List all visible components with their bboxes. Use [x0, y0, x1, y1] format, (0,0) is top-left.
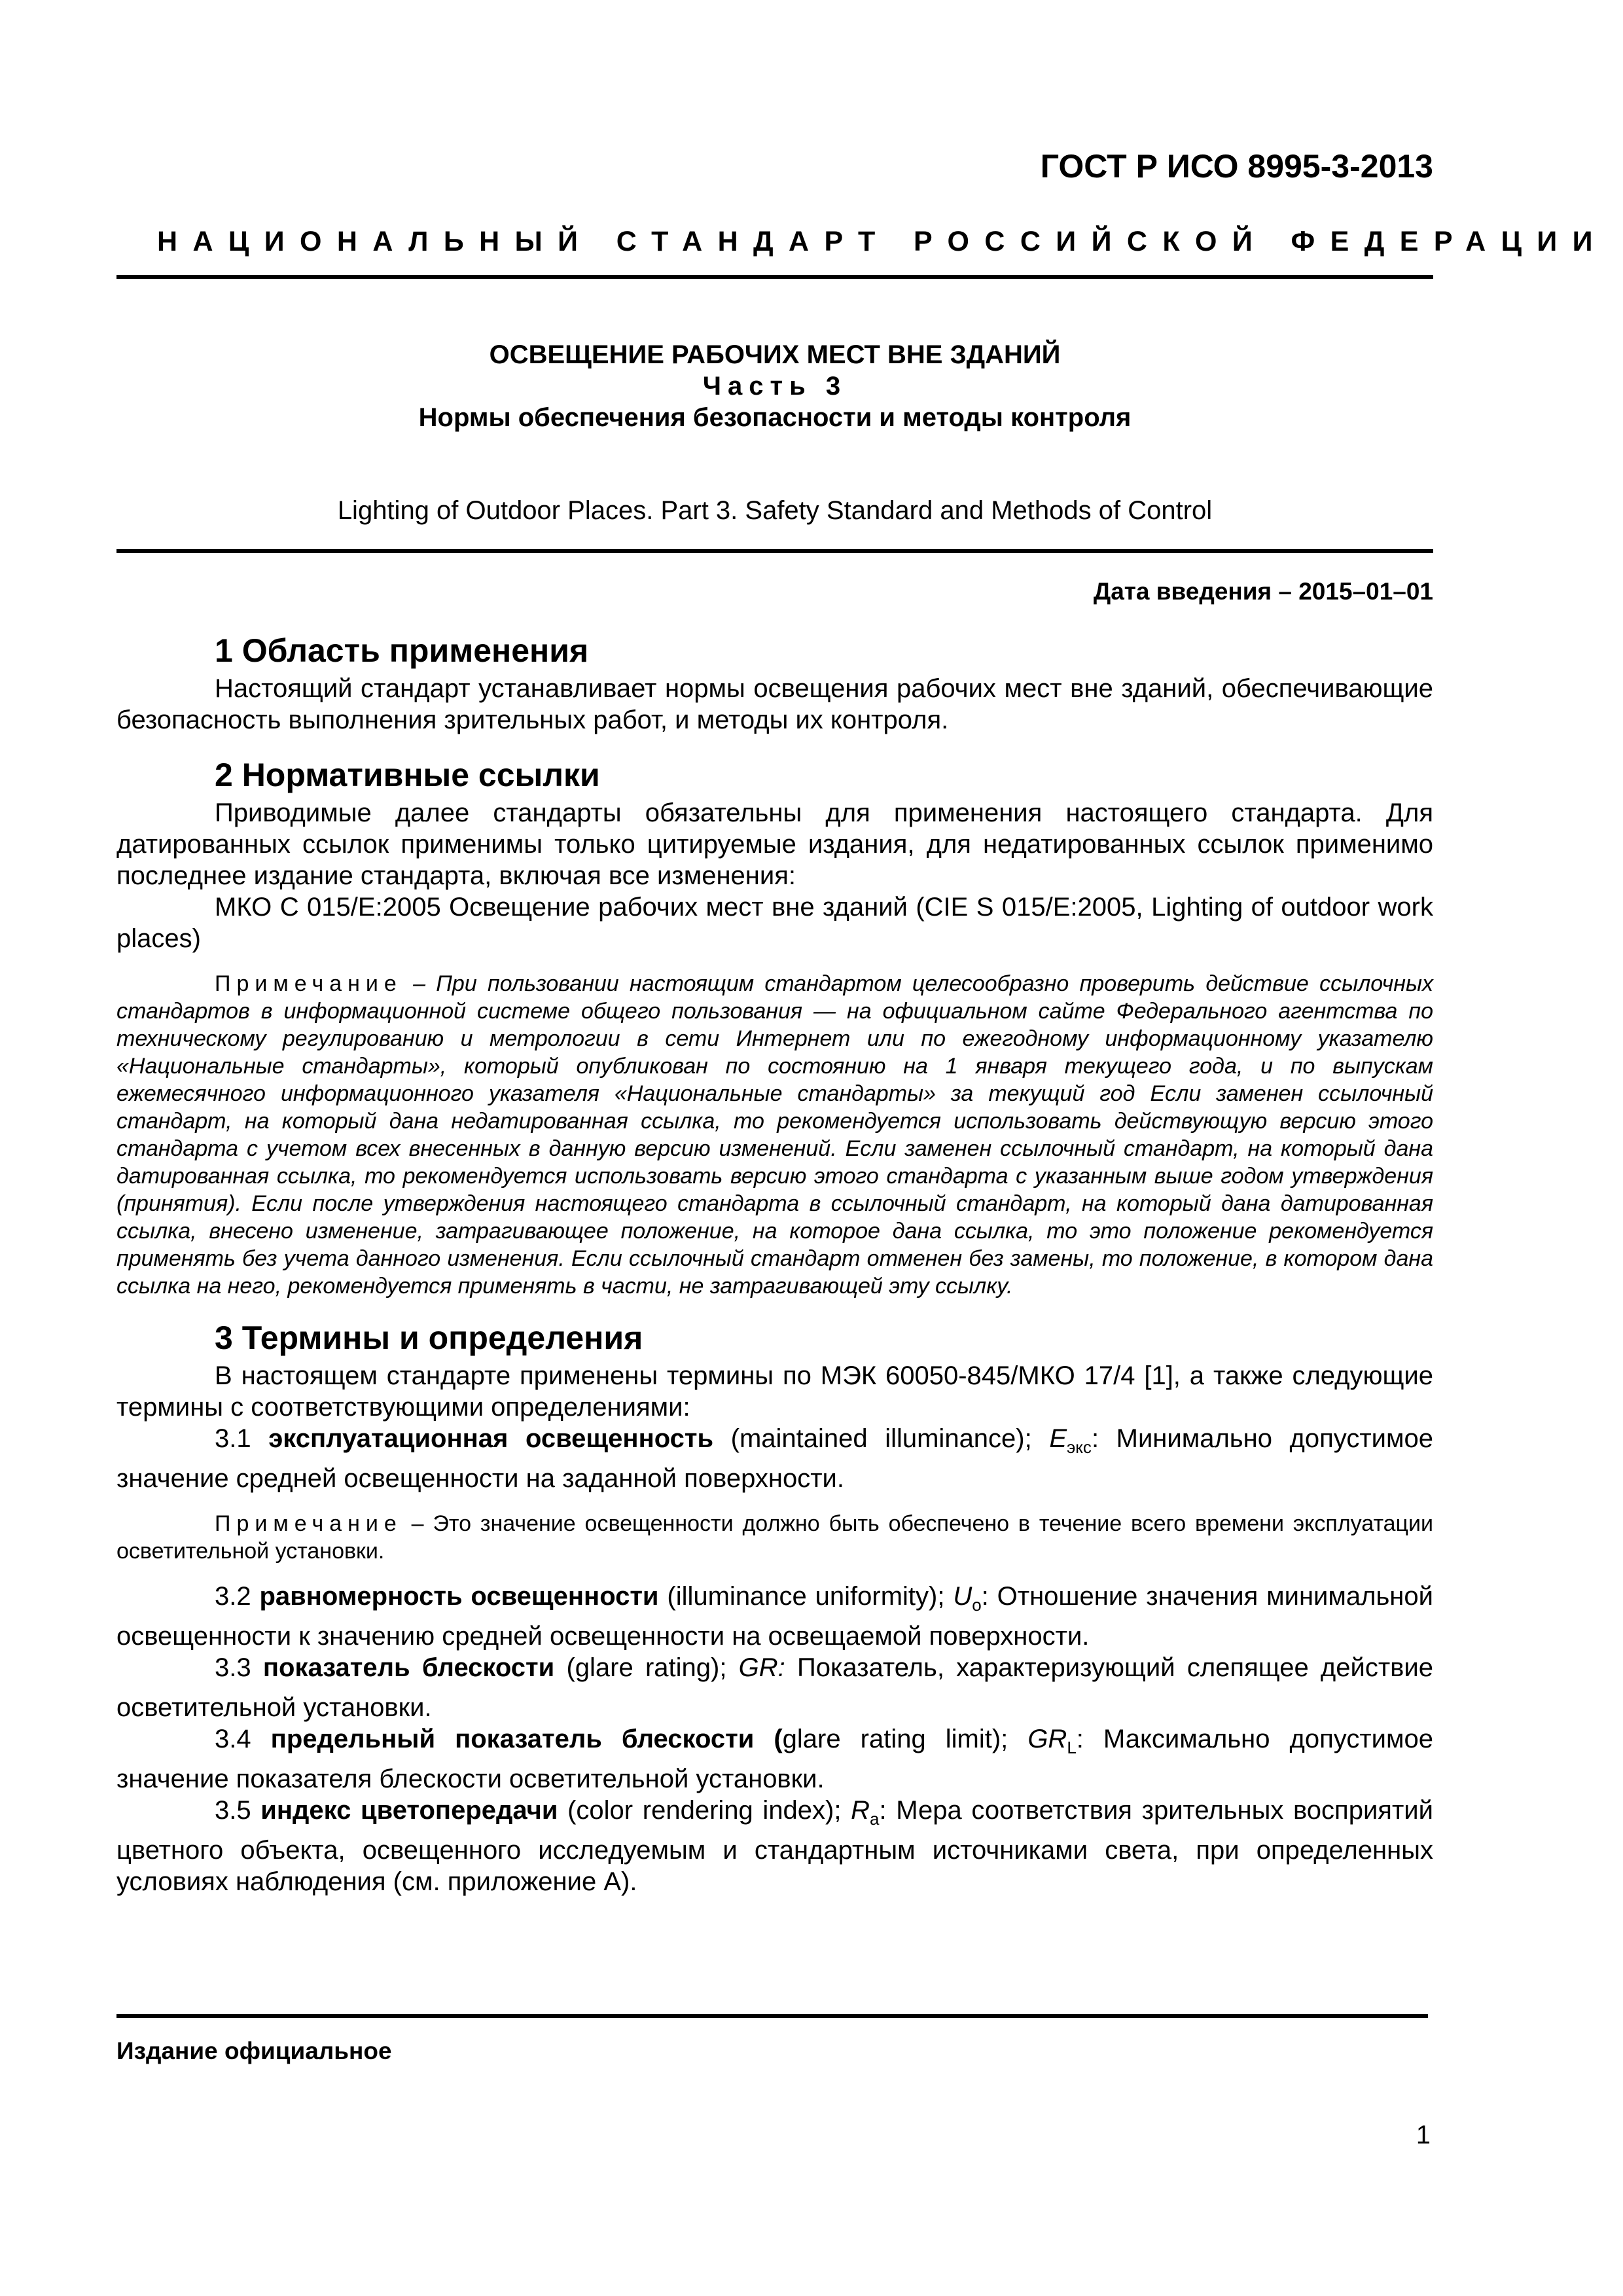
- english-title: Lighting of Outdoor Places. Part 3. Safety Standard and Methods of Control: [337, 496, 1213, 525]
- footer-divider: [116, 2014, 1428, 2018]
- section-3-note: [116, 1510, 1433, 1565]
- official-edition-label: Издание официальное: [116, 2037, 392, 2064]
- page-number: 1: [1416, 2121, 1431, 2149]
- note-text: – При пользовании настоящим стандартом целесообразно проверить действие ссылочных стандартов в информационной системе общего пользования — на официальном сайте Федерального агентства по техническому регулированию и метрологии в сети Интернет или по ежегодному информационному указателю «Национальные стандарты», который опубликован по состоянию на 1 января текущего года, и по выпускам ежемесячного информационного указателя «Национальные стандарты» за текущий год Если заменен ссылочный стандарт, на который дана недатированная ссылка, то рекомендуется использовать действующую версию этого стандарта с учетом всех внесенных в данную версию изменений. Если заменен ссылочный стандарт, на который дана датированная ссылка, то рекомендуется использовать версию этого стандарта с указанным выше годом утверждения (принятия). Если после утверждения настоящего стандарта в ссылочный стандарт, на который дана датированная ссылка, внесено изменение, затрагивающее положение, на которое дана ссылка, то это положение рекомендуется применять без учета данного изменения. Если ссылочный стандарт отменен без замены, то положение, в котором дана ссылка на него, рекомендуется применять в части, не затрагивающей эту ссылку.: [116, 971, 1434, 1299]
- section-1-heading: 1 Область применения: [215, 632, 589, 669]
- section-2-text: Приводимые далее стандарты обязательны для применения настоящего стандарта. Для датированных ссылок применимы только цитируемые издания, для недатированных ссылок применимо последнее издание стандарта, включая все изменения:: [116, 798, 1433, 890]
- note-label: Примечание: [215, 1511, 402, 1536]
- doc-code: ГОСТ Р ИСО 8995-3-2013: [1040, 148, 1433, 185]
- part-title: Часть 3: [702, 372, 847, 401]
- note-text: – Это значение освещенности должно быть обеспечено в течение всего времени эксплуатации осветительной установки.: [116, 1511, 1433, 1564]
- section-2-heading: 2 Нормативные ссылки: [215, 757, 600, 793]
- term-symbol: U: [953, 1582, 972, 1611]
- document-page: [116, 0, 1608, 2296]
- term-symbol: GR: [1027, 1725, 1067, 1753]
- term-name: показатель блескости: [262, 1653, 555, 1682]
- term-3-5: 3.5 индекс цветопередачи (color rendering index); $R_a$: Мера соответствия зрительных восприятий цветного объекта, освещенного исследуемым и стандартным источниками света, при определенных условиях наблюдения (см. приложение А).: [116, 1796, 1433, 1896]
- subtitle: Нормы обеспечения безопасности и методы контроля: [418, 403, 1132, 432]
- term-symbol: R: [851, 1796, 870, 1825]
- national-standard-title: НАЦИОНАЛЬНЫЙ СТАНДАРТ РОССИЙСКОЙ ФЕДЕРАЦИИ: [157, 226, 1608, 257]
- section-3-intro: В настоящем стандарте применены термины по МЭК 60050-845/МКО 17/4 [1], а также следующие термины с соответствующими определениями:: [116, 1361, 1433, 1422]
- header-divider: [116, 275, 1433, 279]
- date-of-introduction: Дата введения – 2015–01–01: [1093, 578, 1433, 605]
- section-2-note: [116, 970, 1433, 1300]
- section-1-text: Настоящий стандарт устанавливает нормы освещения рабочих мест вне зданий, обеспечивающие безопасность выполнения зрительных работ, и методы их контроля.: [116, 674, 1433, 734]
- main-title: ОСВЕЩЕНИЕ РАБОЧИХ МЕСТ ВНЕ ЗДАНИЙ: [489, 340, 1061, 369]
- term-3-1: 3.1 эксплуатационная освещенность (maintained illuminance); $E_{экс}$: Минимально допустимое значение средней освещенности на заданной поверхности.: [116, 1424, 1434, 1493]
- title-block: [116, 339, 1433, 433]
- content: [116, 628, 1433, 1897]
- term-name: равномерность освещенности: [259, 1582, 659, 1611]
- section-2-reference: МКО С 015/Е:2005 Освещение рабочих мест вне зданий (CIE S 015/E:2005, Lighting of outdoor work places): [116, 893, 1433, 953]
- term-symbol: E: [1049, 1424, 1067, 1453]
- term-name: эксплуатационная освещенность: [268, 1424, 714, 1453]
- term-3-2: 3.2 равномерность освещенности (illuminance uniformity); $U_o$: Отношение значения минимальной освещенности к значению средней освещенности на освещаемой поверхности.: [116, 1582, 1433, 1651]
- term-3-4: 3.4 предельный показатель блескости (glare rating limit); $GR_L$: Максимально допустимое значение показателя блескости осветительной установки.: [116, 1725, 1433, 1793]
- term-name: индекс цветопередачи: [260, 1796, 558, 1825]
- title-divider: [116, 549, 1433, 553]
- term-3-3: 3.3 показатель блескости (glare rating); GR: Показатель, характеризующий слепящее действие осветительной установки.: [116, 1653, 1434, 1722]
- note-label: Примечание: [215, 971, 402, 996]
- term-symbol: GR:: [738, 1653, 785, 1682]
- term-name: предельный показатель блескости (: [270, 1725, 783, 1753]
- section-3-heading: 3 Термины и определения: [215, 1319, 643, 1356]
